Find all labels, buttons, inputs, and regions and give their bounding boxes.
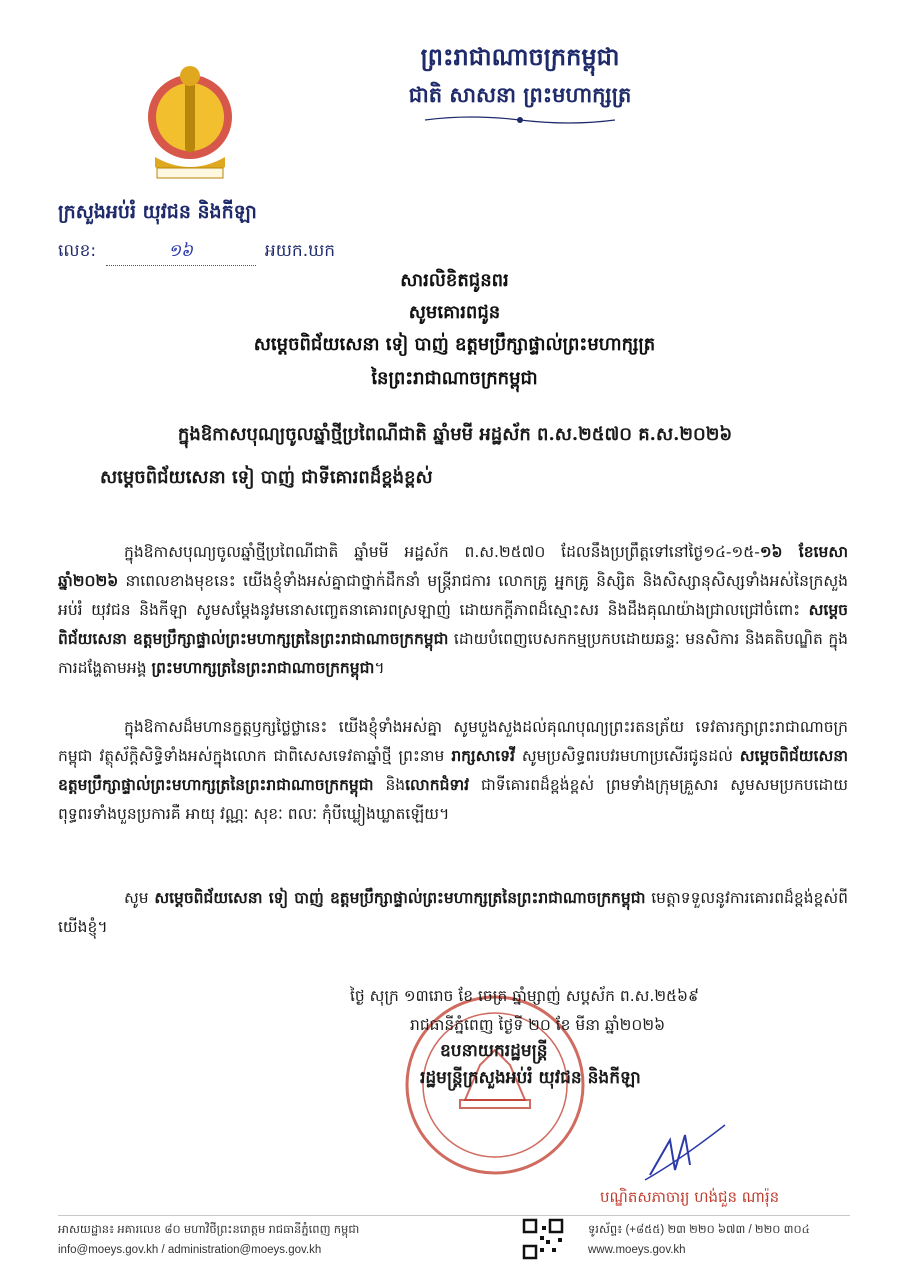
lunar-date: ថ្ងៃ សុក្រ ១៣រោច ខែ ចេត្រ ឆ្នាំម្សាញ់ សប្តស័ក ព.ស.២៥៦៩: [350, 987, 699, 1005]
footer-website[interactable]: www.moeys.gov.kh: [588, 1244, 686, 1256]
p2-spouse: លោកជំទាវ: [405, 776, 470, 794]
p1-date: ១៦ ខែមេសា ឆ្នាំ២០២៦: [58, 543, 848, 590]
p1-text: ក្នុងឱកាសបុណ្យចូលឆ្នាំថ្មីប្រពៃណីជាតិ ឆ្នាំមមី អដ្ឋស័ក ព.ស.២៥៧០ ដែលនឹងប្រព្រឹត្តទៅនៅថ្ងៃ១៤-១៥-: [124, 543, 760, 561]
ministry-emblem: [135, 62, 245, 192]
p2-text-2: សូមប្រសិទ្ធពរបវរមហាប្រសើរជូនដល់: [514, 747, 740, 765]
p1-text-3: ដោយបំពេញបេសកកម្មប្រកបដោយឆន្ទៈ មនសិការ និងគតិបណ្ឌិត ក្នុងការដង្ហែតាមអង្គ: [58, 630, 848, 677]
footer-divider: [58, 1215, 850, 1216]
ref-number: ១៦: [106, 240, 256, 266]
salutation: សម្តេចពិជ័យសេនា ទៀ បាញ់ ជាទីគោរពដ៏ខ្ពង់ខ្ពស់: [100, 467, 433, 488]
p1-end: ។: [374, 659, 385, 677]
p3-recipient: សម្តេចពិជ័យសេនា ទៀ បាញ់ ឧត្តមប្រឹក្សាផ្ទាល់ព្រះមហាក្សត្រនៃព្រះរាជាណាចក្រកម្ពុជា: [154, 889, 646, 907]
recipient-heading-2: នៃព្រះរាជាណាចក្រកម្ពុជា: [371, 368, 538, 389]
p1-text-2: នាពេលខាងមុខនេះ យើងខ្ញុំទាំងអស់គ្នាជាថ្នាក់ដឹកនាំ មន្ត្រីរាជការ លោកគ្រូ អ្នកគ្រូ និស្សិត និងសិស្សានុសិស្សទាំងអស់នៃក្រសួងអប់រំ យុវជន និងកីឡា សូមសម្តែងនូវមនោសញ្ចេតនាគោរពស្រឡាញ់ ដោយកក្តីភាពដ៏ស្មោះសរ និងដឹងគុណយ៉ាងជ្រាលជ្រៅចំពោះ: [58, 572, 848, 619]
p1-king: ព្រះមហាក្សត្រនៃព្រះរាជាណាចក្រកម្ពុជា: [151, 659, 375, 677]
body-paragraph-3: [58, 884, 848, 942]
occasion-heading: ក្នុងឱកាសបុណ្យចូលឆ្នាំថ្មីប្រពៃណីជាតិ ឆ្នាំមមី អដ្ឋស័ក ព.ស.២៥៧០ គ.ស.២០២៦: [177, 424, 733, 445]
signer-role: រដ្ឋមន្ត្រីក្រសួងអប់រំ យុវជន និងកីឡា: [420, 1068, 641, 1088]
qr-code-icon: [522, 1218, 564, 1260]
body-paragraph-1: [58, 538, 848, 683]
p2-text-3: និង: [373, 776, 406, 794]
letter-type-heading: សារលិខិតជូនពរ: [400, 270, 509, 291]
recipient-heading: សម្តេចពិជ័យសេនា ទៀ បាញ់ ឧត្តមប្រឹក្សាផ្ទាល់ព្រះមហាក្សត្រ: [253, 334, 656, 355]
p2-recipient: សម្តេចពិជ័យសេនា ឧត្តមប្រឹក្សាផ្ទាល់ព្រះមហាក្សត្រនៃព្រះរាជាណាចក្រកម្ពុជា: [58, 747, 848, 794]
p2-deity: រាក្សសាទេវី: [451, 747, 515, 765]
signer-title: ឧបនាយករដ្ឋមន្ត្រី: [440, 1041, 548, 1061]
ministry-name: ក្រសួងអប់រំ យុវជន និងកីឡា: [58, 201, 257, 223]
footer-emails: info@moeys.gov.kh / administration@moeys.gov.kh: [58, 1244, 322, 1256]
body-paragraph-2: [58, 713, 848, 829]
footer-address: អាសយដ្ឋាន៖ អគារលេខ ៨០ មហាវិថីព្រះនរោត្តម រាជធានីភ្នំពេញ កម្ពុជា: [58, 1224, 360, 1236]
reference-line: [58, 240, 335, 266]
ref-suffix: អយក.ឃក: [264, 241, 336, 261]
ref-label: លេខ:: [58, 241, 97, 261]
handwritten-signature: [640, 1120, 730, 1190]
solar-date: រាជធានីភ្នំពេញ ថ្ងៃទី ២០ ខែ មីនា ឆ្នាំ២០២៦: [410, 1016, 666, 1034]
p2-text: ក្នុងឱកាសដ៏មហានក្ខត្តឫក្សថ្លៃថ្លានេះ យើងខ្ញុំទាំងអស់គ្នា សូមបួងសួងដល់គុណបុណ្យព្រះរតនត្រ័យ ទេវតារក្សាព្រះរាជាណាចក្រកម្ពុជា វត្ថុស័ក្តិសិទ្ធិទាំងអស់ក្នុងលោក ជាពិសេសទេវតាឆ្នាំថ្មី ព្រះនាម: [58, 718, 848, 765]
footer-phone: ទូរស័ព្ទ៖ (+៨៥៥) ២៣ ២២០ ៦៧៣ / ២២០ ៣០៤: [588, 1224, 810, 1236]
p3-text-2: មេត្តាទទួលនូវការគោរពដ៏ខ្ពង់ខ្ពស់ពីយើងខ្ញុំ។: [58, 889, 848, 936]
p2-text-4: ជាទីគោរពដ៏ខ្ពង់ខ្ពស់ ព្រមទាំងក្រុមគ្រួសារ សូមសមប្រកបដោយពុទ្ធពរទាំងបួនប្រការគឺ អាយុ វណ្ណៈ សុខៈ ពលៈ កុំបីឃ្លៀងឃ្លាតឡើយ។: [58, 776, 849, 823]
p1-recipient: សម្តេចពិជ័យសេនា ឧត្តមប្រឹក្សាផ្ទាល់ព្រះមហាក្សត្រនៃព្រះរាជាណាចក្រកម្ពុជា: [58, 601, 848, 648]
national-motto: ជាតិ សាសនា ព្រះមហាក្សត្រ: [408, 82, 632, 107]
respect-heading: សូមគោរពជូន: [408, 302, 501, 323]
signer-name: បណ្ឌិតសភាចារ្យ ហង់ជួន ណារ៉ុន: [600, 1188, 780, 1206]
ornament-divider: [420, 112, 620, 128]
kingdom-title: ព្រះរាជាណាចក្រកម្ពុជា: [420, 42, 620, 71]
p3-text: សូម: [124, 889, 155, 907]
